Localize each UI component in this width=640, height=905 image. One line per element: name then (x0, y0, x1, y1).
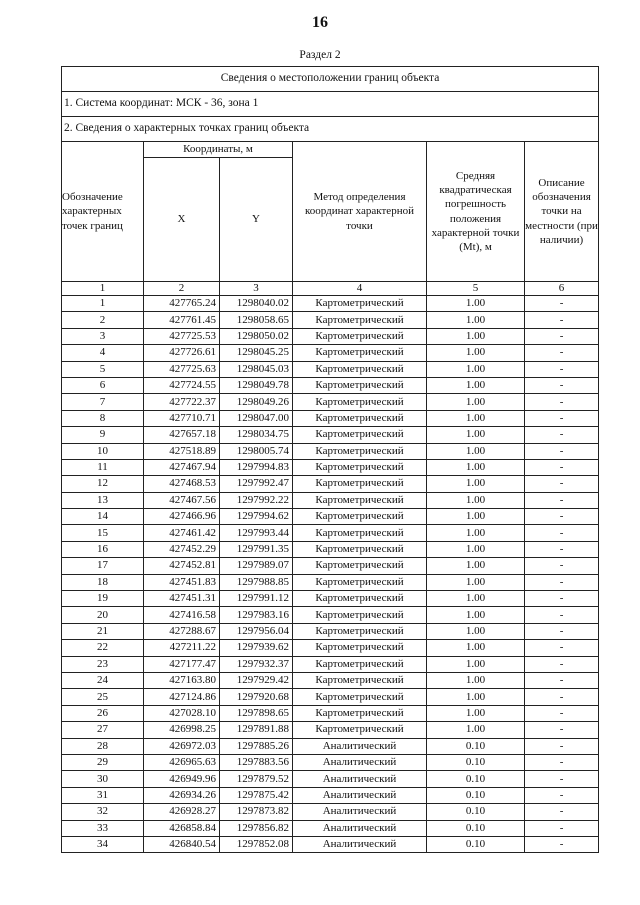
cell-description: - (525, 345, 599, 361)
cell-point-id: 16 (62, 541, 144, 557)
cell-y: 1297852.08 (220, 836, 293, 852)
header-y: Y (220, 158, 293, 282)
table-row (62, 804, 599, 820)
cell-method: Картометрический (293, 689, 427, 705)
cell-method: Картометрический (293, 492, 427, 508)
cell-description: - (525, 836, 599, 852)
table-row (62, 476, 599, 492)
cell-x: 427211.22 (144, 640, 220, 656)
header-x: X (144, 158, 220, 282)
cell-point-id: 18 (62, 574, 144, 590)
table-row (62, 820, 599, 836)
cell-method: Картометрический (293, 607, 427, 623)
cell-method: Картометрический (293, 656, 427, 672)
cell-description: - (525, 476, 599, 492)
cell-point-id: 24 (62, 672, 144, 688)
cell-y: 1297989.07 (220, 558, 293, 574)
table-row (62, 656, 599, 672)
cell-x: 427177.47 (144, 656, 220, 672)
cell-point-id: 3 (62, 328, 144, 344)
cell-method: Картометрический (293, 591, 427, 607)
cell-point-id: 7 (62, 394, 144, 410)
cell-point-id: 9 (62, 427, 144, 443)
table-row (62, 361, 599, 377)
table-row (62, 410, 599, 426)
cell-x: 427724.55 (144, 377, 220, 393)
cell-x: 427726.61 (144, 345, 220, 361)
cell-y: 1297873.82 (220, 804, 293, 820)
cell-y: 1297875.42 (220, 787, 293, 803)
column-number: 6 (525, 282, 599, 296)
cell-error: 0.10 (427, 820, 525, 836)
cell-y: 1297992.47 (220, 476, 293, 492)
cell-description: - (525, 656, 599, 672)
cell-error: 1.00 (427, 541, 525, 557)
header-description: Описание обозначения точки на местности (при наличии) (525, 142, 599, 282)
cell-x: 427722.37 (144, 394, 220, 410)
cell-description: - (525, 328, 599, 344)
cell-x: 427124.86 (144, 689, 220, 705)
cell-description: - (525, 804, 599, 820)
header-error: Средняя квадратическая погрешность положения характерной точки (Mt), м (427, 142, 525, 282)
cell-error: 1.00 (427, 656, 525, 672)
cell-method: Картометрический (293, 394, 427, 410)
cell-description: - (525, 427, 599, 443)
cell-point-id: 12 (62, 476, 144, 492)
cell-x: 427518.89 (144, 443, 220, 459)
cell-description: - (525, 525, 599, 541)
table-row (62, 672, 599, 688)
cell-method: Картометрический (293, 558, 427, 574)
cell-description: - (525, 509, 599, 525)
cell-point-id: 4 (62, 345, 144, 361)
cell-error: 1.00 (427, 525, 525, 541)
cell-method: Картометрический (293, 574, 427, 590)
table-row (62, 345, 599, 361)
cell-x: 427765.24 (144, 296, 220, 312)
column-number: 1 (62, 282, 144, 296)
table-row (62, 787, 599, 803)
header-method: Метод определения координат характерной точки (293, 142, 427, 282)
cell-error: 1.00 (427, 296, 525, 312)
cell-y: 1297983.16 (220, 607, 293, 623)
table-row (62, 722, 599, 738)
cell-method: Картометрический (293, 541, 427, 557)
cell-error: 1.00 (427, 591, 525, 607)
cell-point-id: 11 (62, 459, 144, 475)
cell-method: Картометрический (293, 410, 427, 426)
cell-description: - (525, 640, 599, 656)
table-row (62, 738, 599, 754)
cell-description: - (525, 410, 599, 426)
cell-description: - (525, 492, 599, 508)
cell-x: 427416.58 (144, 607, 220, 623)
cell-description: - (525, 738, 599, 754)
cell-y: 1298049.78 (220, 377, 293, 393)
cell-y: 1298045.03 (220, 361, 293, 377)
cell-y: 1297988.85 (220, 574, 293, 590)
cell-point-id: 5 (62, 361, 144, 377)
cell-error: 1.00 (427, 476, 525, 492)
cell-y: 1297939.62 (220, 640, 293, 656)
table-row (62, 771, 599, 787)
cell-description: - (525, 705, 599, 721)
cell-error: 0.10 (427, 771, 525, 787)
cell-y: 1297891.88 (220, 722, 293, 738)
cell-point-id: 20 (62, 607, 144, 623)
cell-description: - (525, 361, 599, 377)
table-row (62, 754, 599, 770)
cell-error: 1.00 (427, 558, 525, 574)
cell-method: Аналитический (293, 820, 427, 836)
cell-method: Картометрический (293, 525, 427, 541)
cell-x: 427725.53 (144, 328, 220, 344)
cell-error: 1.00 (427, 640, 525, 656)
cell-description: - (525, 574, 599, 590)
table-row (62, 394, 599, 410)
cell-point-id: 22 (62, 640, 144, 656)
cell-method: Картометрический (293, 509, 427, 525)
cell-y: 1297920.68 (220, 689, 293, 705)
cell-error: 1.00 (427, 394, 525, 410)
table-row (62, 377, 599, 393)
cell-y: 1298040.02 (220, 296, 293, 312)
cell-method: Картометрический (293, 427, 427, 443)
cell-method: Аналитический (293, 771, 427, 787)
cell-method: Картометрический (293, 345, 427, 361)
cell-error: 1.00 (427, 410, 525, 426)
cell-x: 427163.80 (144, 672, 220, 688)
cell-point-id: 26 (62, 705, 144, 721)
cell-point-id: 30 (62, 771, 144, 787)
cell-method: Картометрический (293, 705, 427, 721)
cell-error: 0.10 (427, 836, 525, 852)
cell-x: 427451.31 (144, 591, 220, 607)
cell-y: 1297993.44 (220, 525, 293, 541)
cell-point-id: 19 (62, 591, 144, 607)
cell-method: Аналитический (293, 738, 427, 754)
table-row (62, 328, 599, 344)
cell-y: 1297932.37 (220, 656, 293, 672)
cell-method: Аналитический (293, 804, 427, 820)
cell-error: 1.00 (427, 689, 525, 705)
cell-y: 1298049.26 (220, 394, 293, 410)
cell-y: 1298050.02 (220, 328, 293, 344)
cell-x: 427452.29 (144, 541, 220, 557)
cell-point-id: 14 (62, 509, 144, 525)
cell-error: 1.00 (427, 574, 525, 590)
column-number: 2 (144, 282, 220, 296)
cell-point-id: 13 (62, 492, 144, 508)
cell-method: Картометрический (293, 459, 427, 475)
cell-description: - (525, 820, 599, 836)
cell-method: Картометрический (293, 672, 427, 688)
cell-x: 426965.63 (144, 754, 220, 770)
cell-method: Картометрический (293, 476, 427, 492)
cell-x: 426858.84 (144, 820, 220, 836)
boundary-points-table (61, 66, 599, 853)
cell-point-id: 25 (62, 689, 144, 705)
cell-x: 427725.63 (144, 361, 220, 377)
table-row (62, 836, 599, 852)
cell-method: Аналитический (293, 787, 427, 803)
cell-error: 1.00 (427, 361, 525, 377)
table-row (62, 459, 599, 475)
cell-description: - (525, 672, 599, 688)
table-row (62, 689, 599, 705)
table-title: Сведения о местоположении границ объекта (62, 67, 599, 92)
cell-point-id: 34 (62, 836, 144, 852)
cell-point-id: 23 (62, 656, 144, 672)
cell-error: 1.00 (427, 705, 525, 721)
cell-point-id: 15 (62, 525, 144, 541)
cell-method: Картометрический (293, 640, 427, 656)
cell-point-id: 32 (62, 804, 144, 820)
cell-y: 1298047.00 (220, 410, 293, 426)
cell-error: 1.00 (427, 328, 525, 344)
cell-method: Картометрический (293, 328, 427, 344)
table-row (62, 591, 599, 607)
cell-error: 1.00 (427, 672, 525, 688)
cell-x: 427761.45 (144, 312, 220, 328)
page-number: 16 (312, 14, 328, 31)
table-row (62, 574, 599, 590)
table-row (62, 558, 599, 574)
cell-description: - (525, 754, 599, 770)
table-row (62, 492, 599, 508)
cell-x: 426998.25 (144, 722, 220, 738)
cell-x: 427466.96 (144, 509, 220, 525)
points-heading: 2. Сведения о характерных точках границ объекта (62, 117, 599, 142)
cell-point-id: 8 (62, 410, 144, 426)
cell-error: 1.00 (427, 722, 525, 738)
cell-error: 1.00 (427, 443, 525, 459)
cell-description: - (525, 394, 599, 410)
cell-y: 1297898.65 (220, 705, 293, 721)
cell-description: - (525, 689, 599, 705)
cell-point-id: 28 (62, 738, 144, 754)
cell-x: 427028.10 (144, 705, 220, 721)
cell-y: 1297929.42 (220, 672, 293, 688)
cell-description: - (525, 771, 599, 787)
cell-y: 1297991.12 (220, 591, 293, 607)
cell-y: 1298058.65 (220, 312, 293, 328)
cell-error: 1.00 (427, 623, 525, 639)
header-point-label: Обозначение характерных точек границ (62, 142, 144, 282)
cell-x: 426972.03 (144, 738, 220, 754)
cell-description: - (525, 558, 599, 574)
coordinate-system: 1. Система координат: МСК - 36, зона 1 (62, 92, 599, 117)
cell-point-id: 17 (62, 558, 144, 574)
cell-point-id: 6 (62, 377, 144, 393)
header-coordinates: Координаты, м (144, 142, 293, 158)
cell-x: 427710.71 (144, 410, 220, 426)
cell-description: - (525, 296, 599, 312)
cell-error: 1.00 (427, 377, 525, 393)
cell-y: 1297856.82 (220, 820, 293, 836)
cell-y: 1297885.26 (220, 738, 293, 754)
cell-y: 1297883.56 (220, 754, 293, 770)
cell-point-id: 33 (62, 820, 144, 836)
cell-description: - (525, 443, 599, 459)
cell-x: 427467.56 (144, 492, 220, 508)
cell-point-id: 29 (62, 754, 144, 770)
cell-error: 0.10 (427, 787, 525, 803)
cell-description: - (525, 591, 599, 607)
cell-method: Аналитический (293, 754, 427, 770)
cell-method: Картометрический (293, 377, 427, 393)
cell-error: 1.00 (427, 492, 525, 508)
cell-description: - (525, 607, 599, 623)
column-number: 3 (220, 282, 293, 296)
cell-y: 1297994.83 (220, 459, 293, 475)
cell-y: 1298005.74 (220, 443, 293, 459)
cell-point-id: 21 (62, 623, 144, 639)
column-number: 4 (293, 282, 427, 296)
cell-point-id: 31 (62, 787, 144, 803)
table-row (62, 525, 599, 541)
table-row (62, 640, 599, 656)
cell-x: 427451.83 (144, 574, 220, 590)
cell-method: Картометрический (293, 722, 427, 738)
cell-point-id: 1 (62, 296, 144, 312)
table-row (62, 623, 599, 639)
table-row (62, 607, 599, 623)
table-row (62, 705, 599, 721)
cell-error: 0.10 (427, 754, 525, 770)
cell-y: 1297956.04 (220, 623, 293, 639)
cell-x: 426934.26 (144, 787, 220, 803)
cell-description: - (525, 312, 599, 328)
cell-method: Аналитический (293, 836, 427, 852)
cell-point-id: 10 (62, 443, 144, 459)
cell-method: Картометрический (293, 443, 427, 459)
table-row (62, 509, 599, 525)
cell-method: Картометрический (293, 623, 427, 639)
cell-y: 1298045.25 (220, 345, 293, 361)
cell-point-id: 27 (62, 722, 144, 738)
cell-error: 0.10 (427, 738, 525, 754)
cell-description: - (525, 722, 599, 738)
cell-error: 1.00 (427, 607, 525, 623)
column-number: 5 (427, 282, 525, 296)
cell-x: 427288.67 (144, 623, 220, 639)
cell-y: 1297994.62 (220, 509, 293, 525)
cell-x: 426949.96 (144, 771, 220, 787)
cell-x: 427467.94 (144, 459, 220, 475)
cell-x: 426840.54 (144, 836, 220, 852)
cell-y: 1298034.75 (220, 427, 293, 443)
table-row (62, 296, 599, 312)
table-body (62, 67, 599, 853)
cell-description: - (525, 623, 599, 639)
table-row (62, 541, 599, 557)
cell-x: 426928.27 (144, 804, 220, 820)
cell-point-id: 2 (62, 312, 144, 328)
table-row (62, 443, 599, 459)
cell-description: - (525, 377, 599, 393)
cell-y: 1297879.52 (220, 771, 293, 787)
cell-error: 1.00 (427, 312, 525, 328)
cell-error: 1.00 (427, 427, 525, 443)
cell-method: Картометрический (293, 296, 427, 312)
cell-method: Картометрический (293, 312, 427, 328)
cell-y: 1297992.22 (220, 492, 293, 508)
cell-error: 1.00 (427, 459, 525, 475)
cell-error: 1.00 (427, 509, 525, 525)
cell-error: 0.10 (427, 804, 525, 820)
cell-description: - (525, 541, 599, 557)
cell-description: - (525, 787, 599, 803)
cell-x: 427657.18 (144, 427, 220, 443)
section-label: Раздел 2 (299, 49, 341, 61)
cell-y: 1297991.35 (220, 541, 293, 557)
table-row (62, 312, 599, 328)
table-row (62, 427, 599, 443)
cell-x: 427468.53 (144, 476, 220, 492)
cell-description: - (525, 459, 599, 475)
cell-error: 1.00 (427, 345, 525, 361)
cell-x: 427452.81 (144, 558, 220, 574)
cell-method: Картометрический (293, 361, 427, 377)
cell-x: 427461.42 (144, 525, 220, 541)
